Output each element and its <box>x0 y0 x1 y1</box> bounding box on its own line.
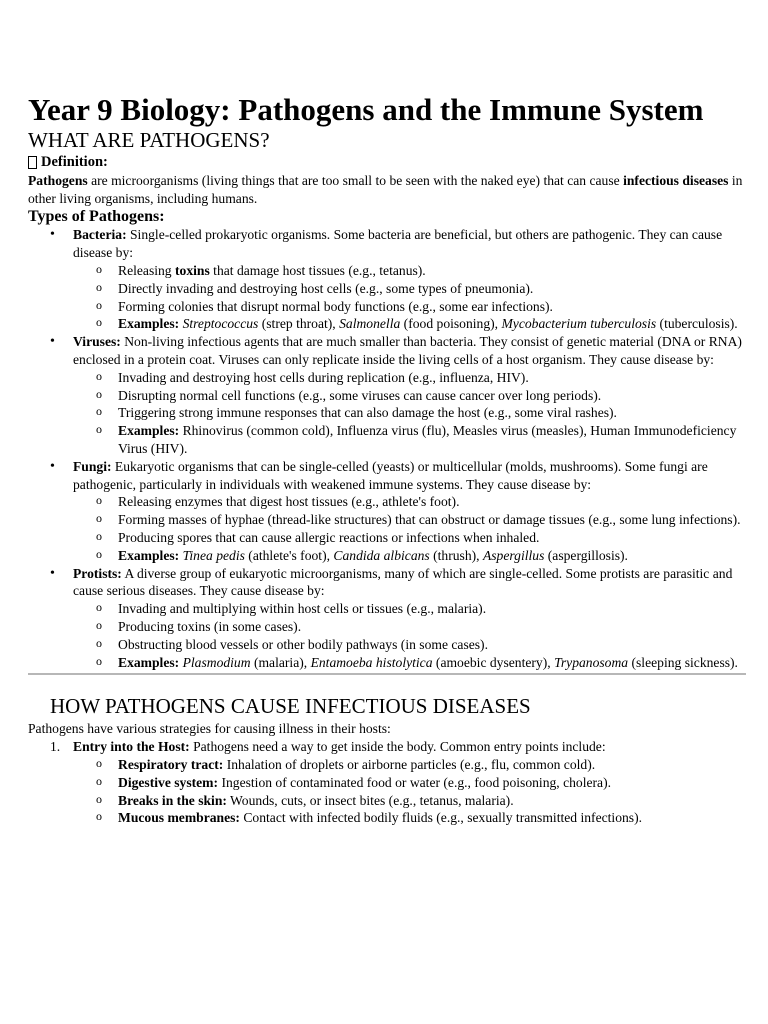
step-number: 1. <box>50 739 61 755</box>
list-item: o Directly invading and destroying host cells (e.g., some types of pneumonia). <box>118 280 746 298</box>
section-heading-what-are-pathogens: WHAT ARE PATHOGENS? <box>28 128 270 152</box>
list-item: o Forming colonies that disrupt normal body functions (e.g., some ear infections). <box>118 298 746 316</box>
list-item: o Mucous membranes: Contact with infected bodily fluids (e.g., sexually transmitted infections). <box>118 809 746 827</box>
list-item: o Producing spores that can cause allergic reactions or infections when inhaled. <box>118 529 746 547</box>
list-item: o Releasing toxins that damage host tissues (e.g., tetanus). <box>118 262 746 280</box>
steps-list <box>28 738 746 827</box>
missing-glyph-icon <box>28 156 37 169</box>
protists-sublist <box>73 600 746 671</box>
document-title: Year 9 Biology: Pathogens and the Immune System <box>28 92 704 127</box>
definition-term: Pathogens <box>28 172 88 188</box>
list-item: o Invading and destroying host cells during replication (e.g., influenza, HIV). <box>118 369 746 387</box>
list-item-fungi: • Fungi: Eukaryotic organisms that can be single-celled (yeasts) or multicellular (molds, mushrooms). Some fungi are pathogenic, particularly in individuals with weakened immune systems. They cause disease by: o Releasing enzymes that digest host tissues (e.g., athlete's foot). o Forming masses of hyphae (thread-like structures) that can obstruct or damage tissues (e.g., some lung infections). o Producing spores that can cause allergic reactions or infections when inhaled. o Examples: Tinea pedis (athlete's foot), Candida albicans (thrush), Aspergillus (aspergillosis). <box>73 458 746 565</box>
definition-paragraph: Pathogens are microorganisms (living things that are too small to be seen with the naked eye) that can cause infectious diseases in other living organisms, including humans. <box>28 172 743 206</box>
definition-term-infectious: infectious diseases <box>623 172 729 188</box>
section2-intro: Pathogens have various strategies for causing illness in their hosts: <box>28 721 391 737</box>
section-heading-how-pathogens-cause: HOW PATHOGENS CAUSE INFECTIOUS DISEASES <box>50 694 531 719</box>
horizontal-divider <box>28 673 746 675</box>
fungi-sublist <box>73 493 746 564</box>
list-item: o Triggering strong immune responses that can also damage the host (e.g., some viral rashes). <box>118 404 746 422</box>
list-item-bacteria: • Bacteria: Single-celled prokaryotic organisms. Some bacteria are beneficial, but others are pathogenic. They can cause disease by: o Releasing toxins that damage host tissues (e.g., tetanus). o Directly invading and destroying host cells (e.g., some types of pneumonia). o Forming colonies that disrupt normal body functions (e.g., some ear infections). o Examples: Streptococcus (strep throat), Salmonella (food poisoning), Mycobacterium tuberculosis (tuberculosis). <box>73 226 746 333</box>
list-item-examples: o Examples: Rhinovirus (common cold), Influenza virus (flu), Measles virus (measles), Human Immunodeficiency Virus (HIV). <box>118 422 746 458</box>
list-item-protists: • Protists: A diverse group of eukaryotic microorganisms, many of which are single-celled. Some protists are parasitic and cause serious diseases. They cause disease by: o Invading and multiplying within host cells or tissues (e.g., malaria). o Producing toxins (in some cases). o Obstructing blood vessels or other bodily pathways (in some cases). o Examples: Plasmodium (malaria), Entamoeba histolytica (amoebic dysentery), Trypanosoma (sleeping sickness). <box>73 565 746 672</box>
types-heading: Types of Pathogens: <box>28 208 165 226</box>
list-item: o Breaks in the skin: Wounds, cuts, or insect bites (e.g., tetanus, malaria). <box>118 792 746 810</box>
list-item: o Producing toxins (in some cases). <box>118 618 746 636</box>
entry-points-sublist <box>73 756 746 827</box>
list-item: o Invading and multiplying within host cells or tissues (e.g., malaria). <box>118 600 746 618</box>
list-item: o Releasing enzymes that digest host tissues (e.g., athlete's foot). <box>118 493 746 511</box>
list-item: o Disrupting normal cell functions (e.g., some viruses can cause cancer over long periods). <box>118 387 746 405</box>
list-item: o Obstructing blood vessels or other bodily pathways (in some cases). <box>118 636 746 654</box>
list-item: o Digestive system: Ingestion of contaminated food or water (e.g., food poisoning, cholera). <box>118 774 746 792</box>
list-item-examples: o Examples: Plasmodium (malaria), Entamoeba histolytica (amoebic dysentery), Trypanosoma (sleeping sickness). <box>118 654 746 672</box>
definition-heading-label: Definition: <box>41 154 108 170</box>
list-item: o Respiratory tract: Inhalation of droplets or airborne particles (e.g., flu, common cold). <box>118 756 746 774</box>
viruses-sublist <box>73 369 746 458</box>
pathogen-types-list <box>28 226 746 671</box>
list-item: o Forming masses of hyphae (thread-like structures) that can obstruct or damage tissues (e.g., some lung infections). <box>118 511 746 529</box>
list-item-step-1: 1. Entry into the Host: Pathogens need a way to get inside the body. Common entry points include: o Respiratory tract: Inhalation of droplets or airborne particles (e.g., flu, common cold). o Digestive system: Ingestion of contaminated food or water (e.g., food poisoning, cholera). o Breaks in the skin: Wounds, cuts, or insect bites (e.g., tetanus, malaria). o Mucous membranes: Contact with infected bodily fluids (e.g., sexually transmitted infections). <box>73 738 746 827</box>
list-item-viruses: • Viruses: Non-living infectious agents that are much smaller than bacteria. They consist of genetic material (DNA or RNA) enclosed in a protein coat. Viruses can only replicate inside the living cells of a host organism. They cause disease by: o Invading and destroying host cells during replication (e.g., influenza, HIV). o Disrupting normal cell functions (e.g., some viruses can cause cancer over long periods). o Triggering strong immune responses that can also damage the host (e.g., some viral rashes). o Examples: Rhinovirus (common cold), Influenza virus (flu), Measles virus (measles), Human Immunodeficiency Virus (HIV). <box>73 333 746 458</box>
list-item-examples: o Examples: Tinea pedis (athlete's foot), Candida albicans (thrush), Aspergillus (aspergillosis). <box>118 547 746 565</box>
bacteria-sublist <box>73 262 746 333</box>
list-item-examples: o Examples: Streptococcus (strep throat), Salmonella (food poisoning), Mycobacterium tuberculosis (tuberculosis). <box>118 315 746 333</box>
definition-heading <box>28 154 746 172</box>
